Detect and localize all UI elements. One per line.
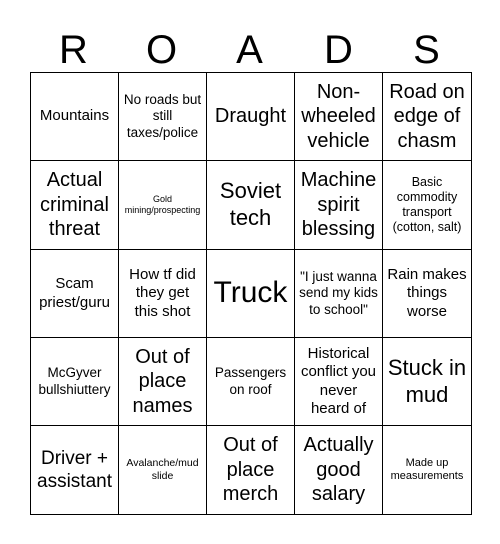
bingo-cell-center[interactable]: Truck xyxy=(207,250,295,338)
bingo-cell[interactable]: Stuck in mud xyxy=(383,338,472,426)
bingo-row xyxy=(31,161,472,250)
title-letter-o: O xyxy=(145,28,179,72)
bingo-cell[interactable]: Basic commodity transport (cotton, salt) xyxy=(383,161,472,250)
bingo-cell[interactable]: "I just wanna send my kids to school" xyxy=(295,250,383,338)
bingo-cell[interactable]: Rain makes things worse xyxy=(383,250,472,338)
bingo-row xyxy=(31,338,472,426)
title-letter-d: D xyxy=(324,28,354,72)
title-letter-r: R xyxy=(59,28,89,72)
bingo-cell[interactable]: Actual criminal threat xyxy=(31,161,119,250)
bingo-cell[interactable]: Mountains xyxy=(31,73,119,161)
bingo-cell[interactable]: Passengers on roof xyxy=(207,338,295,426)
bingo-cell[interactable]: Driver + assistant xyxy=(31,426,119,515)
bingo-cell[interactable]: Gold mining/prospecting xyxy=(119,161,207,250)
bingo-cell[interactable]: Avalanche/mud slide xyxy=(119,426,207,515)
bingo-cell[interactable]: Out of place names xyxy=(119,338,207,426)
bingo-row xyxy=(31,250,472,338)
bingo-row xyxy=(31,426,472,515)
bingo-cell[interactable]: Machine spirit blessing xyxy=(295,161,383,250)
bingo-grid xyxy=(30,72,472,515)
bingo-cell[interactable]: Road on edge of chasm xyxy=(383,73,472,161)
bingo-cell[interactable]: Historical conflict you never heard of xyxy=(295,338,383,426)
bingo-cell[interactable]: Scam priest/guru xyxy=(31,250,119,338)
bingo-cell[interactable]: Draught xyxy=(207,73,295,161)
bingo-cell[interactable]: Soviet tech xyxy=(207,161,295,250)
bingo-cell[interactable]: No roads but still taxes/police xyxy=(119,73,207,161)
bingo-cell[interactable]: Actually good salary xyxy=(295,426,383,515)
title-letter-a: A xyxy=(236,28,264,72)
bingo-title xyxy=(30,28,471,72)
bingo-cell[interactable]: Made up measurements xyxy=(383,426,472,515)
bingo-cell[interactable]: Non-wheeled vehicle xyxy=(295,73,383,161)
bingo-cell[interactable]: McGyver bullshiuttery xyxy=(31,338,119,426)
bingo-row xyxy=(31,73,472,161)
bingo-cell[interactable]: How tf did they get this shot xyxy=(119,250,207,338)
title-letter-s: S xyxy=(413,28,441,72)
bingo-cell[interactable]: Out of place merch xyxy=(207,426,295,515)
